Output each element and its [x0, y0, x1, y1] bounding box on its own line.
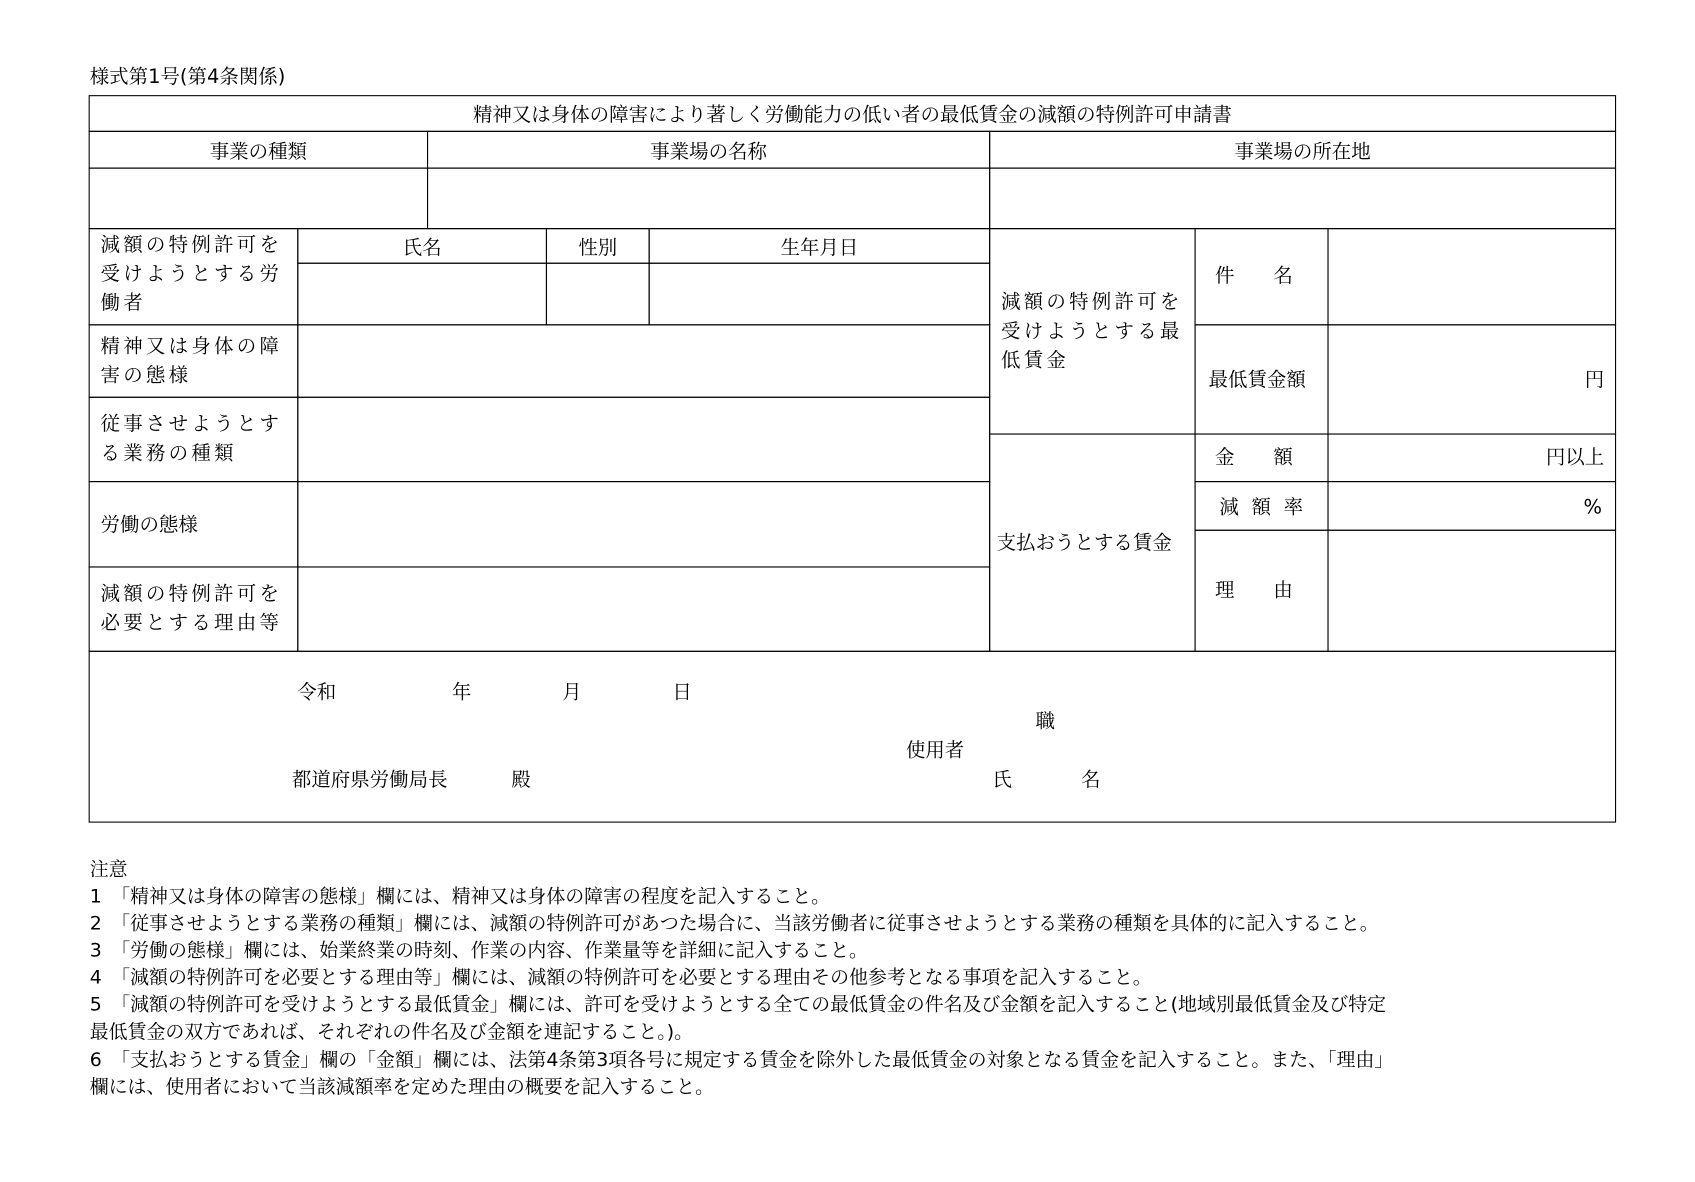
amount-label-cell — [1195, 433, 1329, 482]
pay-reason-label: 理 由 — [1215, 579, 1293, 603]
month-label: 月 — [562, 681, 582, 704]
reason-label-cell — [89, 566, 299, 651]
era-label: 令和 — [297, 681, 337, 704]
amount-label: 金 額 — [1215, 446, 1293, 470]
reduction-rate-label: 減 額 率 — [1219, 496, 1307, 519]
labor-mode-label-cell — [89, 481, 299, 567]
subject-label: 件 名 — [1215, 264, 1293, 288]
note-item: 6 「支払おうとする賃金」欄の「金額」欄には、法第4条第3項各号に規定する賃金を除外した最低賃金の対象となる賃金を記入すること。また、「理由」 — [89, 1049, 1394, 1072]
worker-label-cell — [89, 228, 299, 325]
workplace-name-field[interactable] — [427, 168, 990, 230]
business-type-field[interactable] — [89, 168, 428, 230]
worker-name-header: 氏名 — [297, 228, 547, 264]
disability-label-cell — [89, 324, 299, 398]
labor-mode-field[interactable] — [297, 481, 990, 567]
day-label: 日 — [672, 681, 692, 704]
signature-section — [89, 651, 1616, 823]
form-number: 様式第1号(第4条関係) — [89, 65, 286, 89]
min-wage-label-cell — [989, 228, 1195, 434]
work-type-field[interactable] — [297, 397, 990, 482]
header-workplace-address: 事業場の所在地 — [989, 131, 1616, 169]
work-type-label: 従事させようとする業務の種類 — [100, 412, 283, 465]
pay-reason-label-cell — [1195, 530, 1329, 652]
percent-unit: % — [1583, 496, 1603, 519]
name-label-1: 氏 — [992, 768, 1012, 792]
reason-label: 減額の特例許可を必要とする理由等 — [100, 582, 283, 635]
worker-sex-field[interactable] — [546, 263, 650, 326]
yen-or-more-unit: 円以上 — [1545, 446, 1605, 470]
note-item: 3 「労働の態様」欄には、始業終業の時刻、作業の内容、作業量等を詳細に記入すること。 — [89, 940, 868, 963]
note-item: 欄には、使用者において当該減額率を定めた理由の概要を記入すること。 — [89, 1076, 715, 1099]
worker-sex-header: 性別 — [546, 228, 650, 264]
worker-birthdate-header: 生年月日 — [649, 228, 991, 264]
yen-unit: 円 — [1584, 368, 1605, 392]
subject-label-cell — [1195, 228, 1329, 325]
min-wage-amount-label: 最低賃金額 — [1208, 368, 1306, 392]
disability-label: 精神又は身体の障害の態様 — [100, 335, 283, 387]
amount-field[interactable] — [1327, 433, 1616, 482]
min-wage-amount-field[interactable] — [1327, 324, 1616, 434]
note-item: 5 「減額の特例許可を受けようとする最低賃金」欄には、許可を受けようとする全ての最低賃金の件名及び金額を記入すること(地域別最低賃金及び特定 — [89, 994, 1387, 1017]
pay-label: 支払おうとする賃金 — [996, 531, 1172, 555]
year-label: 年 — [451, 681, 472, 704]
worker-name-field[interactable] — [297, 263, 547, 326]
pay-reason-field[interactable] — [1327, 530, 1616, 652]
notes-heading: 注意 — [89, 859, 128, 882]
min-wage-label: 減額の特例許可を受けようとする最低賃金 — [1001, 290, 1183, 372]
employer-label: 使用者 — [905, 739, 965, 763]
reason-field[interactable] — [297, 566, 990, 651]
subject-field[interactable] — [1327, 228, 1616, 325]
reduction-rate-field[interactable] — [1327, 481, 1616, 531]
disability-field[interactable] — [297, 324, 990, 398]
addressee-label: 都道府県労働局長 — [291, 768, 448, 792]
note-item: 最低賃金の双方であれば、それぞれの件名及び金額を連記すること。)。 — [89, 1021, 694, 1044]
position-label: 職 — [1035, 710, 1056, 733]
worker-birthdate-field[interactable] — [649, 263, 991, 326]
min-wage-amount-label-cell — [1195, 324, 1329, 434]
note-item: 4 「減額の特例許可を必要とする理由等」欄には、減額の特例許可を必要とする理由その他参考となる事項を記入すること。 — [89, 967, 1152, 990]
note-item: 1 「精神又は身体の障害の態様」欄には、精神又は身体の障害の程度を記入すること。 — [89, 886, 831, 909]
worker-label: 減額の特例許可を受けようとする労働者 — [100, 233, 283, 315]
header-workplace-name: 事業場の名称 — [427, 131, 990, 169]
labor-mode-label: 労働の態様 — [100, 513, 198, 537]
reduction-rate-label-cell — [1195, 481, 1329, 531]
workplace-address-field[interactable] — [989, 168, 1616, 230]
pay-label-cell — [989, 433, 1195, 651]
work-type-label-cell — [89, 397, 299, 482]
honorific-label: 殿 — [511, 768, 531, 792]
header-business-type: 事業の種類 — [89, 131, 428, 169]
form-title: 精神又は身体の障害により著しく労働能力の低い者の最低賃金の減額の特例許可申請書 — [89, 95, 1616, 132]
name-label-2: 名 — [1081, 768, 1101, 792]
note-item: 2 「従事させようとする業務の種類」欄には、減額の特例許可があつた場合に、当該労働者に従事させようとする業務の種類を具体的に記入すること。 — [89, 913, 1379, 936]
